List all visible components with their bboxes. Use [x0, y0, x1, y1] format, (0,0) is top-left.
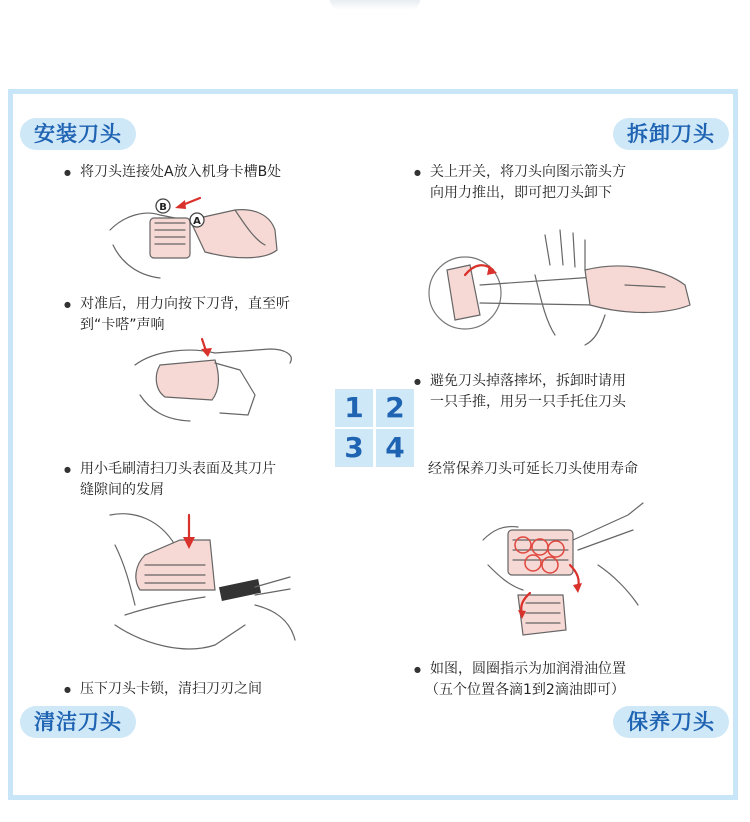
maintain-step-1-line2: （五个位置各滴1到2滴油即可） — [425, 682, 625, 698]
clean-step-2: ● 压下刀头卡锁，清扫刀刃之间 — [80, 679, 262, 700]
top-decoration — [330, 0, 420, 10]
clean-step-1-line2: 缝隙间的发屑 — [80, 482, 164, 498]
clean-step-1-line1: ● 用小毛刷清扫刀头表面及其刀片 — [80, 459, 276, 480]
maintain-section-title: 保养刀头 — [613, 706, 729, 738]
clean-section-title: 清洁刀头 — [20, 706, 136, 738]
number-1: 1 — [335, 389, 373, 427]
remove-step-1-line1: ● 关上开关，将刀头向图示箭头方 — [430, 162, 626, 183]
clean-brush-illustration — [105, 505, 305, 660]
number-4: 4 — [376, 429, 414, 467]
install-insert-illustration — [105, 190, 285, 285]
remove-push-illustration — [425, 225, 695, 350]
install-step-2-line1: ● 对准后，用力向按下刀背，直至听 — [80, 294, 290, 315]
remove-section-title: 拆卸刀头 — [613, 118, 729, 150]
install-step-1: ● 将刀头连接处A放入机身卡槽B处 — [80, 162, 281, 183]
maintain-intro: 经常保养刀头可延长刀头使用寿命 — [428, 461, 638, 477]
maintain-oil-illustration — [478, 495, 648, 645]
maintain-step-1-line1: ● 如图，圆圈指示为加润滑油位置 — [430, 659, 626, 680]
remove-step-2-line2: 一只手推，用另一只手托住刀头 — [430, 394, 626, 410]
label-b: B — [159, 202, 167, 213]
number-3: 3 — [335, 429, 373, 467]
number-2: 2 — [376, 389, 414, 427]
install-section-title: 安装刀头 — [20, 118, 136, 150]
remove-step-2-line1: ● 避免刀头掉落摔坏，拆卸时请用 — [430, 371, 626, 392]
install-press-illustration — [130, 335, 300, 425]
install-step-2-line2: 到“卡嗒”声响 — [80, 317, 165, 333]
remove-step-1-line2: 向用力推出，即可把刀头卸下 — [430, 185, 612, 201]
label-a: A — [193, 216, 201, 227]
